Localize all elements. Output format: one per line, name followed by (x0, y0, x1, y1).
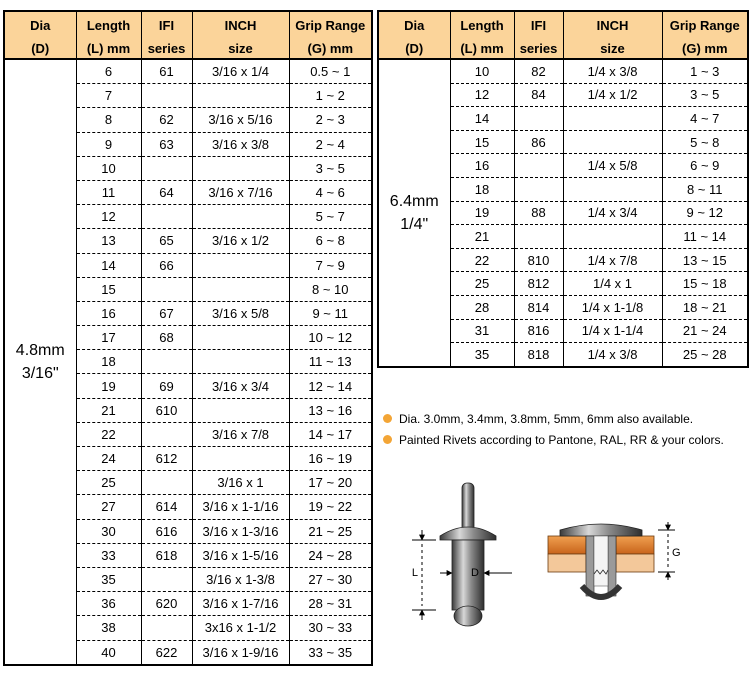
header-ifi: IFI (514, 11, 563, 38)
inch-cell: 3/16 x 5/16 (192, 108, 289, 132)
note-text: Dia. 3.0mm, 3.4mm, 3.8mm, 5mm, 6mm also available. (399, 411, 694, 426)
diameter-inch: 3/16" (21, 364, 59, 382)
table-body (4, 59, 372, 665)
grip-cell: 18 ~ 21 (662, 295, 748, 319)
inch-cell: 3/16 x 1 (192, 471, 289, 495)
ifi-cell (141, 156, 192, 180)
length-cell: 8 (76, 108, 141, 132)
length-cell: 16 (450, 154, 514, 178)
grip-cell: 8 ~ 11 (662, 177, 748, 201)
grip-cell: 14 ~ 17 (289, 422, 372, 446)
ifi-cell: 63 (141, 132, 192, 156)
ifi-cell: 68 (141, 326, 192, 350)
ifi-cell: 84 (514, 83, 563, 107)
grip-cell: 2 ~ 3 (289, 108, 372, 132)
ifi-cell (514, 154, 563, 178)
ifi-cell: 618 (141, 543, 192, 567)
length-cell: 33 (76, 543, 141, 567)
header-ifi-unit: series (141, 38, 192, 59)
ifi-cell: 812 (514, 272, 563, 296)
inch-cell: 1/4 x 1-1/4 (563, 319, 662, 343)
ifi-cell (141, 616, 192, 640)
inch-cell (192, 447, 289, 471)
inch-cell: 1/4 x 3/8 (563, 59, 662, 83)
header-length: Length (450, 11, 514, 38)
grip-cell: 12 ~ 14 (289, 374, 372, 398)
grip-cell: 3 ~ 5 (289, 156, 372, 180)
length-cell: 9 (76, 132, 141, 156)
inch-cell (192, 398, 289, 422)
ifi-cell: 622 (141, 640, 192, 665)
grip-cell: 21 ~ 24 (662, 319, 748, 343)
ifi-cell: 620 (141, 592, 192, 616)
inch-cell: 3/16 x 5/8 (192, 301, 289, 325)
grip-cell: 11 ~ 13 (289, 350, 372, 374)
grip-cell: 13 ~ 15 (662, 248, 748, 272)
grip-cell: 13 ~ 16 (289, 398, 372, 422)
length-cell: 35 (450, 343, 514, 367)
grip-cell: 4 ~ 7 (662, 107, 748, 131)
bullet-icon (383, 414, 392, 423)
header-inch: INCH (563, 11, 662, 38)
grip-cell: 1 ~ 2 (289, 84, 372, 108)
rivet-spec-table-4-8mm (3, 10, 373, 666)
inch-cell (192, 84, 289, 108)
rivet-installed-cross-section (548, 522, 681, 597)
ifi-cell (514, 225, 563, 249)
inch-cell: 1/4 x 1-1/8 (563, 295, 662, 319)
grip-label: G (672, 547, 681, 559)
diameter-mm: 4.8mm (15, 341, 65, 359)
notes-list (383, 408, 749, 450)
length-cell: 21 (450, 225, 514, 249)
grip-cell: 7 ~ 9 (289, 253, 372, 277)
header-inch: INCH (192, 11, 289, 38)
inch-cell: 3/16 x 1-9/16 (192, 640, 289, 665)
length-cell: 40 (76, 640, 141, 665)
inch-cell: 3/16 x 1-3/8 (192, 567, 289, 591)
inch-cell: 3/16 x 1-1/16 (192, 495, 289, 519)
ifi-cell (141, 277, 192, 301)
header-ifi-unit: series (514, 38, 563, 59)
length-cell: 30 (76, 519, 141, 543)
length-cell: 14 (450, 107, 514, 131)
ifi-cell (514, 177, 563, 201)
header-inch-unit: size (192, 38, 289, 59)
inch-cell (192, 326, 289, 350)
rivet-spec-table-6-4mm (377, 10, 749, 368)
ifi-cell (141, 471, 192, 495)
length-cell: 35 (76, 567, 141, 591)
grip-cell: 21 ~ 25 (289, 519, 372, 543)
header-length-unit: (L) mm (450, 38, 514, 59)
length-cell: 16 (76, 301, 141, 325)
ifi-cell: 61 (141, 59, 192, 84)
inch-cell (563, 177, 662, 201)
inch-cell: 3x16 x 1-1/2 (192, 616, 289, 640)
inch-cell: 3/16 x 3/4 (192, 374, 289, 398)
grip-cell: 25 ~ 28 (662, 343, 748, 367)
grip-cell: 11 ~ 14 (662, 225, 748, 249)
grip-cell: 2 ~ 4 (289, 132, 372, 156)
inch-cell (563, 225, 662, 249)
length-cell: 12 (450, 83, 514, 107)
grip-cell: 15 ~ 18 (662, 272, 748, 296)
length-cell: 22 (76, 422, 141, 446)
ifi-cell: 64 (141, 180, 192, 204)
bullet-icon (383, 435, 392, 444)
blind-rivet-side-view (412, 483, 512, 626)
grip-cell: 19 ~ 22 (289, 495, 372, 519)
length-cell: 27 (76, 495, 141, 519)
inch-cell: 3/16 x 1/2 (192, 229, 289, 253)
table-body (378, 59, 748, 367)
header-grip-unit: (G) mm (289, 38, 372, 59)
header-dia: Dia (378, 11, 450, 38)
header-grip: Grip Range (662, 11, 748, 38)
grip-cell: 16 ~ 19 (289, 447, 372, 471)
grip-cell: 3 ~ 5 (662, 83, 748, 107)
ifi-cell: 67 (141, 301, 192, 325)
inch-cell: 1/4 x 1/2 (563, 83, 662, 107)
header-dia-unit: (D) (378, 38, 450, 59)
diameter-cell (378, 59, 450, 367)
grip-cell: 1 ~ 3 (662, 59, 748, 83)
ifi-cell (141, 84, 192, 108)
ifi-cell (514, 107, 563, 131)
length-cell: 18 (450, 177, 514, 201)
length-cell: 14 (76, 253, 141, 277)
header-grip-unit: (G) mm (662, 38, 748, 59)
length-cell: 15 (76, 277, 141, 301)
length-cell: 19 (450, 201, 514, 225)
ifi-cell: 66 (141, 253, 192, 277)
length-label: L (411, 567, 418, 579)
grip-cell: 5 ~ 7 (289, 205, 372, 229)
ifi-cell: 86 (514, 130, 563, 154)
grip-cell: 8 ~ 10 (289, 277, 372, 301)
length-cell: 25 (76, 471, 141, 495)
inch-cell: 1/4 x 5/8 (563, 154, 662, 178)
diameter-cell (4, 59, 76, 665)
note-item (383, 408, 749, 429)
inch-cell: 3/16 x 7/16 (192, 180, 289, 204)
length-cell: 24 (76, 447, 141, 471)
grip-cell: 6 ~ 9 (662, 154, 748, 178)
grip-cell: 9 ~ 11 (289, 301, 372, 325)
length-cell: 10 (76, 156, 141, 180)
note-text: Painted Rivets according to Pantone, RAL, RR & your colors. (399, 432, 724, 447)
diameter-label: D (471, 567, 479, 579)
header-dia-unit: (D) (4, 38, 76, 59)
grip-cell: 27 ~ 30 (289, 567, 372, 591)
inch-cell (192, 277, 289, 301)
grip-cell: 5 ~ 8 (662, 130, 748, 154)
ifi-cell (141, 350, 192, 374)
grip-cell: 10 ~ 12 (289, 326, 372, 350)
length-cell: 10 (450, 59, 514, 83)
ifi-cell (141, 567, 192, 591)
ifi-cell: 816 (514, 319, 563, 343)
grip-cell: 6 ~ 8 (289, 229, 372, 253)
inch-cell: 3/16 x 7/8 (192, 422, 289, 446)
length-cell: 18 (76, 350, 141, 374)
inch-cell (563, 130, 662, 154)
grip-cell: 0.5 ~ 1 (289, 59, 372, 84)
header-length-unit: (L) mm (76, 38, 141, 59)
inch-cell (192, 253, 289, 277)
grip-cell: 24 ~ 28 (289, 543, 372, 567)
ifi-cell: 82 (514, 59, 563, 83)
diameter-mm: 6.4mm (389, 192, 439, 210)
grip-cell: 9 ~ 12 (662, 201, 748, 225)
ifi-cell (141, 422, 192, 446)
header-ifi: IFI (141, 11, 192, 38)
inch-cell: 3/16 x 1/4 (192, 59, 289, 84)
ifi-cell: 88 (514, 201, 563, 225)
table-row (4, 59, 372, 84)
rivet-diagram (400, 478, 700, 638)
inch-cell: 3/16 x 1-7/16 (192, 592, 289, 616)
grip-cell: 4 ~ 6 (289, 180, 372, 204)
table-row (378, 59, 748, 83)
ifi-cell: 616 (141, 519, 192, 543)
ifi-cell: 65 (141, 229, 192, 253)
diameter-inch: 1/4" (400, 215, 429, 233)
ifi-cell: 612 (141, 447, 192, 471)
ifi-cell: 814 (514, 295, 563, 319)
length-cell: 11 (76, 180, 141, 204)
length-cell: 36 (76, 592, 141, 616)
inch-cell (192, 156, 289, 180)
header-inch-unit: size (563, 38, 662, 59)
inch-cell: 1/4 x 3/8 (563, 343, 662, 367)
grip-cell: 28 ~ 31 (289, 592, 372, 616)
inch-cell: 1/4 x 7/8 (563, 248, 662, 272)
length-cell: 17 (76, 326, 141, 350)
length-cell: 31 (450, 319, 514, 343)
inch-cell: 3/16 x 1-5/16 (192, 543, 289, 567)
ifi-cell: 614 (141, 495, 192, 519)
header-dia: Dia (4, 11, 76, 38)
length-cell: 13 (76, 229, 141, 253)
ifi-cell: 62 (141, 108, 192, 132)
length-cell: 38 (76, 616, 141, 640)
grip-cell: 30 ~ 33 (289, 616, 372, 640)
note-item (383, 429, 749, 450)
length-cell: 28 (450, 295, 514, 319)
ifi-cell: 818 (514, 343, 563, 367)
inch-cell: 3/16 x 1-3/16 (192, 519, 289, 543)
inch-cell (563, 107, 662, 131)
header-length: Length (76, 11, 141, 38)
inch-cell: 3/16 x 3/8 (192, 132, 289, 156)
ifi-cell: 69 (141, 374, 192, 398)
length-cell: 25 (450, 272, 514, 296)
inch-cell: 1/4 x 1 (563, 272, 662, 296)
grip-cell: 17 ~ 20 (289, 471, 372, 495)
length-cell: 7 (76, 84, 141, 108)
header-grip: Grip Range (289, 11, 372, 38)
length-cell: 22 (450, 248, 514, 272)
ifi-cell: 810 (514, 248, 563, 272)
length-cell: 19 (76, 374, 141, 398)
length-cell: 12 (76, 205, 141, 229)
ifi-cell (141, 205, 192, 229)
length-cell: 21 (76, 398, 141, 422)
ifi-cell: 610 (141, 398, 192, 422)
inch-cell (192, 350, 289, 374)
length-cell: 15 (450, 130, 514, 154)
length-cell: 6 (76, 59, 141, 84)
grip-cell: 33 ~ 35 (289, 640, 372, 665)
inch-cell: 1/4 x 3/4 (563, 201, 662, 225)
inch-cell (192, 205, 289, 229)
